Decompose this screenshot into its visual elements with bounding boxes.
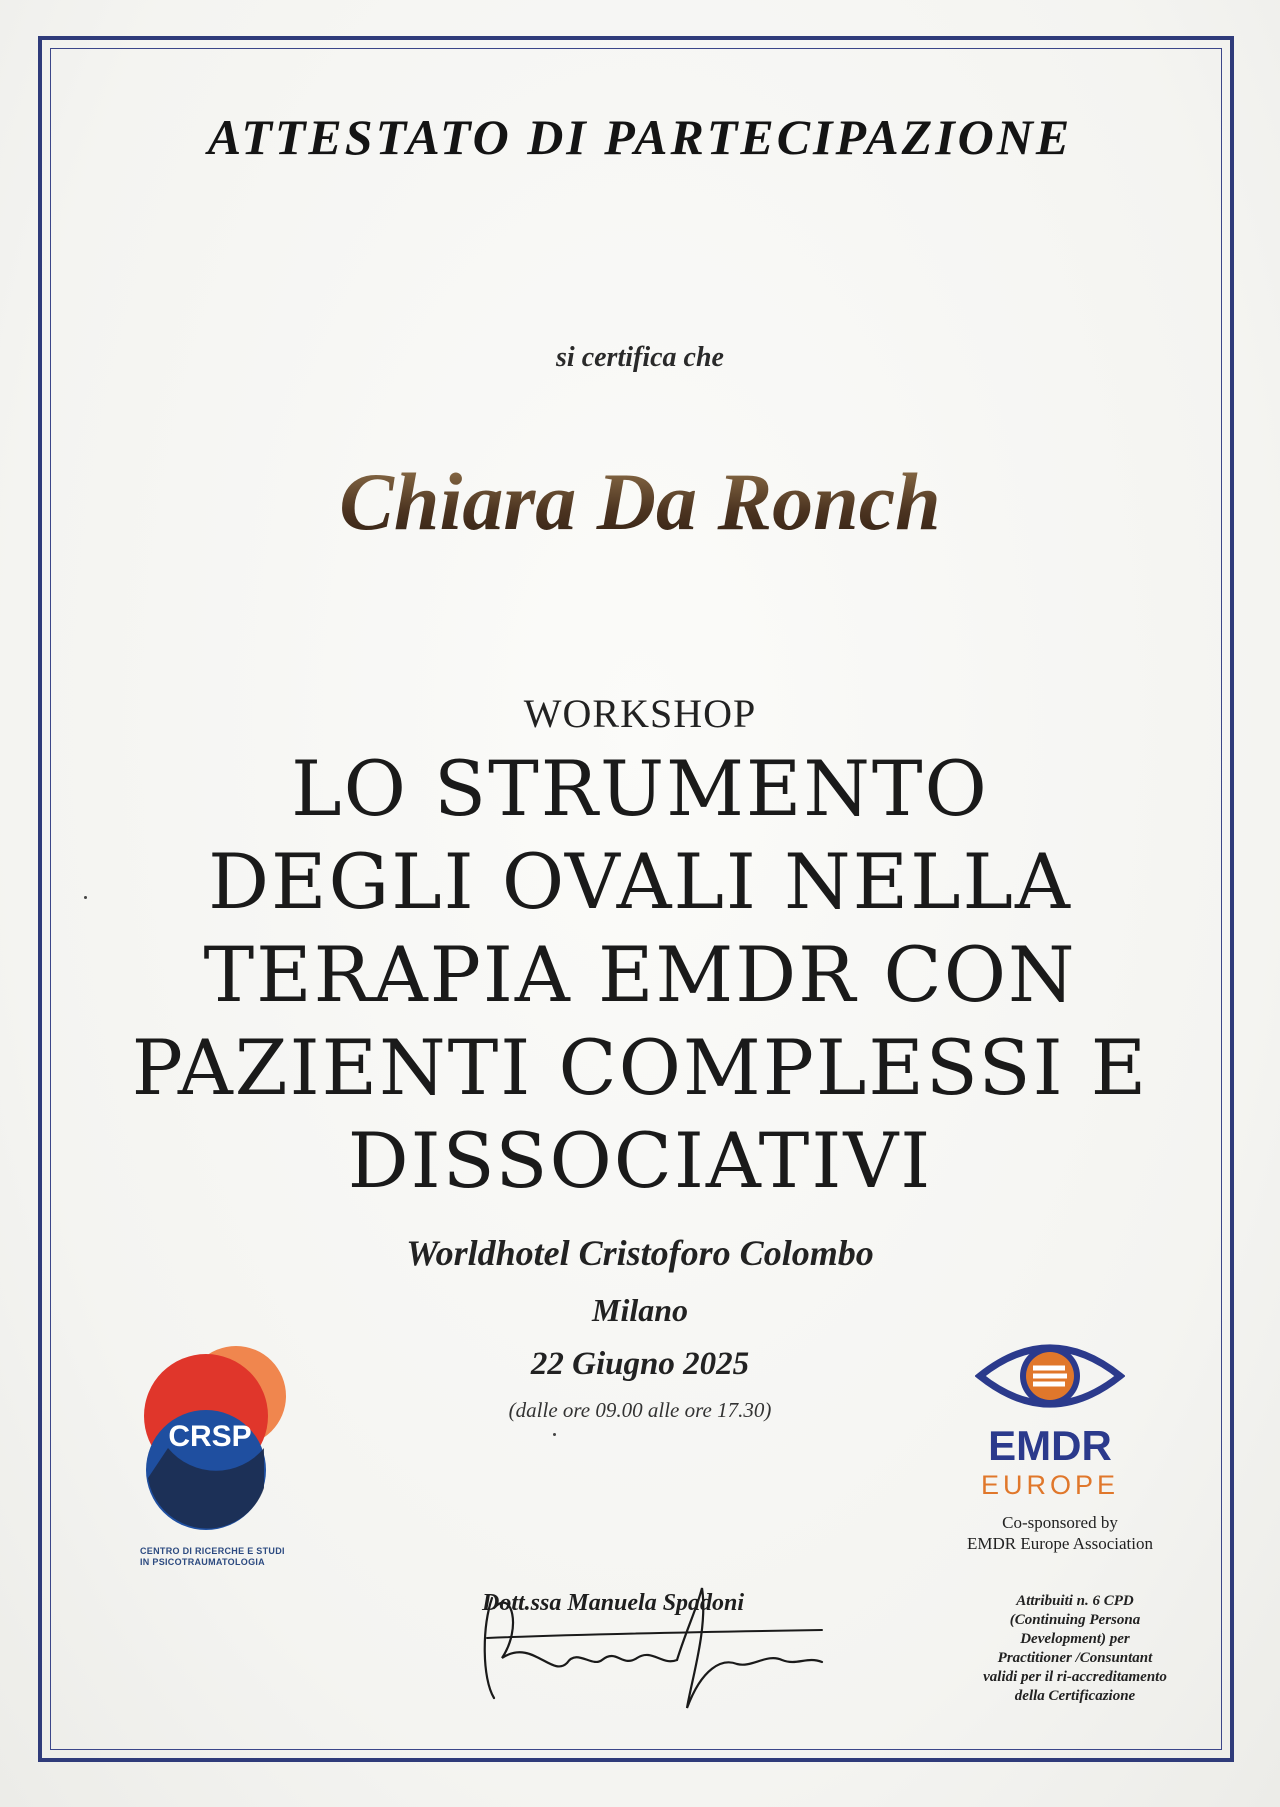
cpd-note [955,1592,1195,1706]
crsp-logo [128,1338,308,1533]
signatory-name: Dott.ssa Manuela Spadoni [482,1590,745,1616]
cpd-line: Attribuiti n. 6 CPD [1016,1593,1134,1609]
workshop-title-line: TERAPIA EMDR CON [203,930,1077,1019]
cosponsor-line: EMDR Europe Association [966,1534,1154,1553]
workshop-title-line: DISSOCIATIVI [347,1116,933,1205]
workshop-title [0,742,1280,1207]
event-hours: (dalle ore 09.00 alle ore 17.30) [508,1398,772,1422]
recipient-name: Chiara Da Ronch [0,455,1280,549]
cpd-line: Development) per [1020,1631,1130,1647]
emdr-eye-icon [975,1328,1125,1423]
cosponsor-line: Co-sponsored by [1002,1513,1118,1532]
workshop-title-line: PAZIENTI COMPLESSI E [131,1023,1149,1112]
city: Milano [591,1292,689,1328]
certifies-text: si certifica che [556,342,724,373]
cpd-line: della Certificazione [1014,1688,1136,1704]
workshop-title-line: DEGLI OVALI NELLA [208,837,1072,926]
cpd-line: (Continuing Persona [1009,1612,1141,1628]
crsp-acronym: CRSP [168,1420,252,1453]
event-date: 22 Giugno 2025 [530,1346,750,1382]
cpd-line: Practitioner /Consuntant [997,1650,1153,1666]
paper-speck [84,896,87,899]
cpd-line: validi per il ri-accreditamento [983,1669,1167,1685]
crsp-caption-line: IN PSICOTRAUMATOLOGIA [140,1557,265,1567]
emdr-name: EMDR [988,1422,1112,1469]
emdr-region: EUROPE [980,1470,1120,1500]
workshop-title-line: LO STRUMENTO [291,744,989,833]
cosponsor-note [940,1512,1180,1554]
workshop-label: WORKSHOP [523,691,757,736]
crsp-caption [140,1546,320,1568]
certificate-title: ATTESTATO DI PARTECIPAZIONE [207,109,1073,165]
crsp-caption-line: CENTRO DI RICERCHE E STUDI [140,1546,285,1556]
venue: Worldhotel Cristoforo Colombo [406,1233,874,1273]
paper-speck [553,1433,556,1436]
